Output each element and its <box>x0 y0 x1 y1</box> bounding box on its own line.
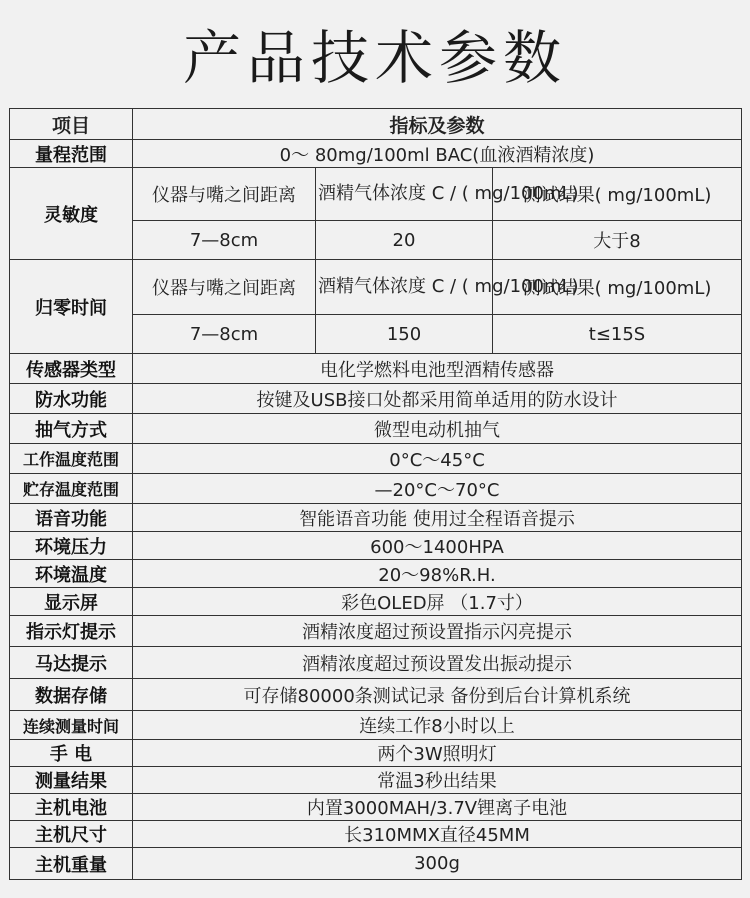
row-value: 智能语音功能 使用过全程语音提示 <box>133 504 742 532</box>
row-label: 贮存温度范围 <box>10 474 133 504</box>
table-header-row <box>10 109 742 140</box>
spec-table <box>9 108 742 880</box>
row-label: 防水功能 <box>10 384 133 414</box>
sub-header: 测试结果( mg/100mL) <box>493 168 742 221</box>
table-row <box>10 474 742 504</box>
table-row <box>10 384 742 414</box>
row-label: 指示灯提示 <box>10 616 133 647</box>
row-label: 连续测量时间 <box>10 711 133 740</box>
table-row <box>10 740 742 767</box>
table-row <box>10 560 742 588</box>
table-row <box>10 140 742 168</box>
row-value: 电化学燃料电池型酒精传感器 <box>133 354 742 384</box>
table-row <box>10 504 742 532</box>
row-label: 语音功能 <box>10 504 133 532</box>
row-value: 0°C～45°C <box>133 444 742 474</box>
table-row <box>10 414 742 444</box>
reset-header-row <box>10 260 742 315</box>
table-row <box>10 532 742 560</box>
row-value: 酒精浓度超过预设置发出振动提示 <box>133 647 742 679</box>
row-value: 0～ 80mg/100ml BAC(血液酒精浓度) <box>133 140 742 168</box>
sub-value: 大于8 <box>493 221 742 260</box>
table-row <box>10 711 742 740</box>
row-label: 量程范围 <box>10 140 133 168</box>
row-label: 传感器类型 <box>10 354 133 384</box>
table-row <box>10 821 742 848</box>
row-label: 抽气方式 <box>10 414 133 444</box>
row-value: 按键及USB接口处都采用简单适用的防水设计 <box>133 384 742 414</box>
sensitivity-header-row <box>10 168 742 221</box>
row-value: 连续工作8小时以上 <box>133 711 742 740</box>
header-spec: 指标及参数 <box>133 109 742 140</box>
sub-header: 仪器与嘴之间距离 <box>133 168 316 221</box>
table-row <box>10 794 742 821</box>
sub-value: 7—8cm <box>133 315 316 354</box>
row-value: 酒精浓度超过预设置指示闪亮提示 <box>133 616 742 647</box>
row-value: 20～98%R.H. <box>133 560 742 588</box>
sub-value: 150 <box>316 315 493 354</box>
reset-time-label: 归零时间 <box>10 260 133 354</box>
table-row <box>10 354 742 384</box>
row-label: 测量结果 <box>10 767 133 794</box>
row-label: 显示屏 <box>10 588 133 616</box>
sub-header: 酒精气体浓度 C / ( mg/100mL) <box>316 168 493 221</box>
row-label: 工作温度范围 <box>10 444 133 474</box>
row-value: —20°C～70°C <box>133 474 742 504</box>
table-row <box>10 444 742 474</box>
row-value: 可存储80000条测试记录 备份到后台计算机系统 <box>133 679 742 711</box>
table-row <box>10 616 742 647</box>
row-value: 300g <box>133 848 742 880</box>
sub-value: 7—8cm <box>133 221 316 260</box>
row-label: 数据存储 <box>10 679 133 711</box>
page-title: 产品技术参数 <box>182 24 567 92</box>
header-item: 项目 <box>10 109 133 140</box>
sub-header: 仪器与嘴之间距离 <box>133 260 316 315</box>
row-label: 主机重量 <box>10 848 133 880</box>
row-value: 彩色OLED屏 （1.7寸） <box>133 588 742 616</box>
row-label: 马达提示 <box>10 647 133 679</box>
row-value: 微型电动机抽气 <box>133 414 742 444</box>
sub-value: 20 <box>316 221 493 260</box>
table-row <box>10 679 742 711</box>
sub-header: 酒精气体浓度 C / ( mg/100mL) <box>316 260 493 315</box>
row-value: 两个3W照明灯 <box>133 740 742 767</box>
table-row <box>10 588 742 616</box>
row-label: 手 电 <box>10 740 133 767</box>
sub-header: 测试结果( mg/100mL) <box>493 260 742 315</box>
row-label: 主机电池 <box>10 794 133 821</box>
row-value: 常温3秒出结果 <box>133 767 742 794</box>
table-row <box>10 848 742 880</box>
row-label: 主机尺寸 <box>10 821 133 848</box>
row-value: 长310MMX直径45MM <box>133 821 742 848</box>
row-value: 600～1400HPA <box>133 532 742 560</box>
sensitivity-label: 灵敏度 <box>10 168 133 260</box>
row-value: 内置3000MAH/3.7V锂离子电池 <box>133 794 742 821</box>
row-label: 环境压力 <box>10 532 133 560</box>
row-label: 环境温度 <box>10 560 133 588</box>
table-row <box>10 647 742 679</box>
table-row <box>10 767 742 794</box>
sub-value: t≤15S <box>493 315 742 354</box>
